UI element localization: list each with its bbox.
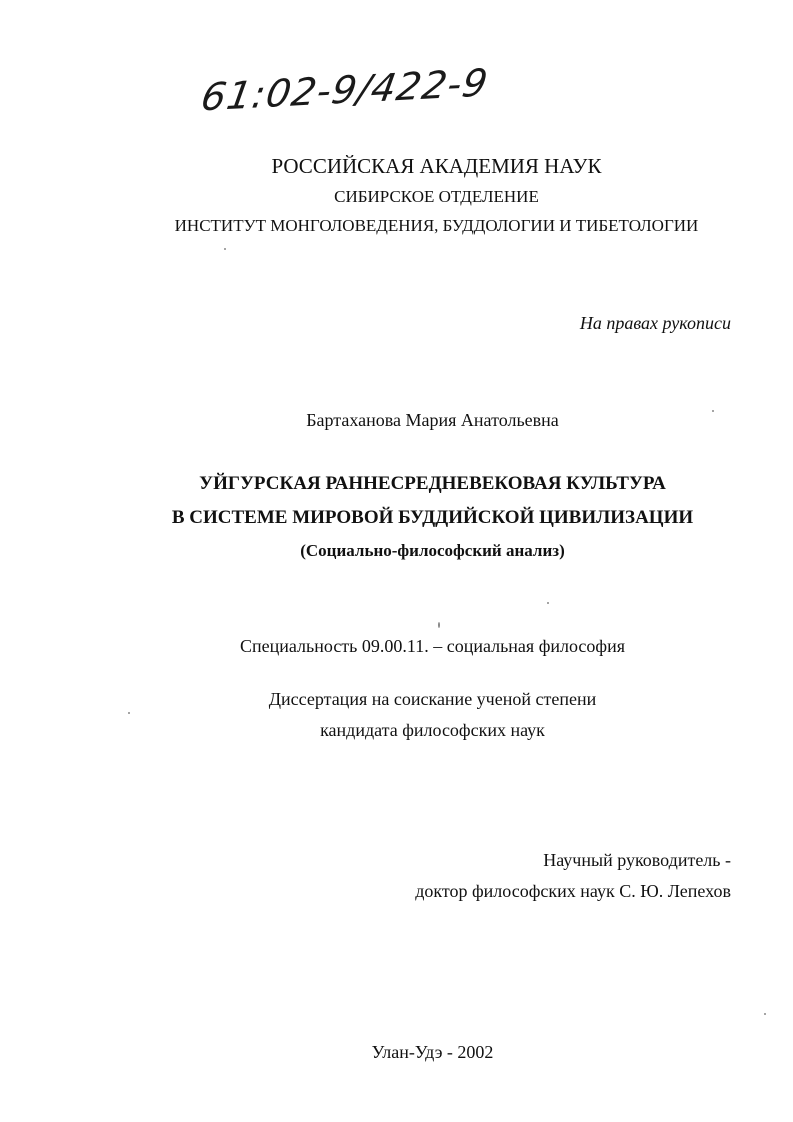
scan-speck [438,622,440,628]
manuscript-note: На правах рукописи [579,313,731,333]
supervisor-line-1: Научный руководитель - [543,850,731,870]
scan-speck [764,1013,766,1015]
scan-speck [547,602,549,604]
branch-name: СИБИРСКОЕ ОТДЕЛЕНИЕ [334,187,539,206]
title-subtitle: (Социально-философский анализ) [300,541,565,560]
academy-name: РОССИЙСКАЯ АКАДЕМИЯ НАУК [271,154,602,178]
handwritten-archive-number [195,62,525,142]
dissertation-line-2: кандидата философских наук [320,720,545,740]
scan-speck [128,712,130,714]
handwritten-code: 61:02-9/422-9 [198,60,492,120]
scan-speck [224,248,226,250]
institute-name: ИНСТИТУТ МОНГОЛОВЕДЕНИЯ, БУДДОЛОГИИ И ТИБЕТОЛОГИИ [174,216,699,235]
scan-speck [712,410,714,412]
supervisor-line-2: доктор философских наук С. Ю. Лепехов [415,881,731,901]
author-name: Бартаханова Мария Анатольевна [306,410,559,430]
dissertation-line-1: Диссертация на соискание ученой степени [268,689,597,709]
title-line-1: УЙГУРСКАЯ РАННЕСРЕДНЕВЕКОВАЯ КУЛЬТУРА [199,473,666,494]
city-year: Улан-Удэ - 2002 [371,1042,494,1062]
specialty: Специальность 09.00.11. – социальная философия [240,636,625,656]
title-line-2: В СИСТЕМЕ МИРОВОЙ БУДДИЙСКОЙ ЦИВИЛИЗАЦИИ [171,507,694,528]
